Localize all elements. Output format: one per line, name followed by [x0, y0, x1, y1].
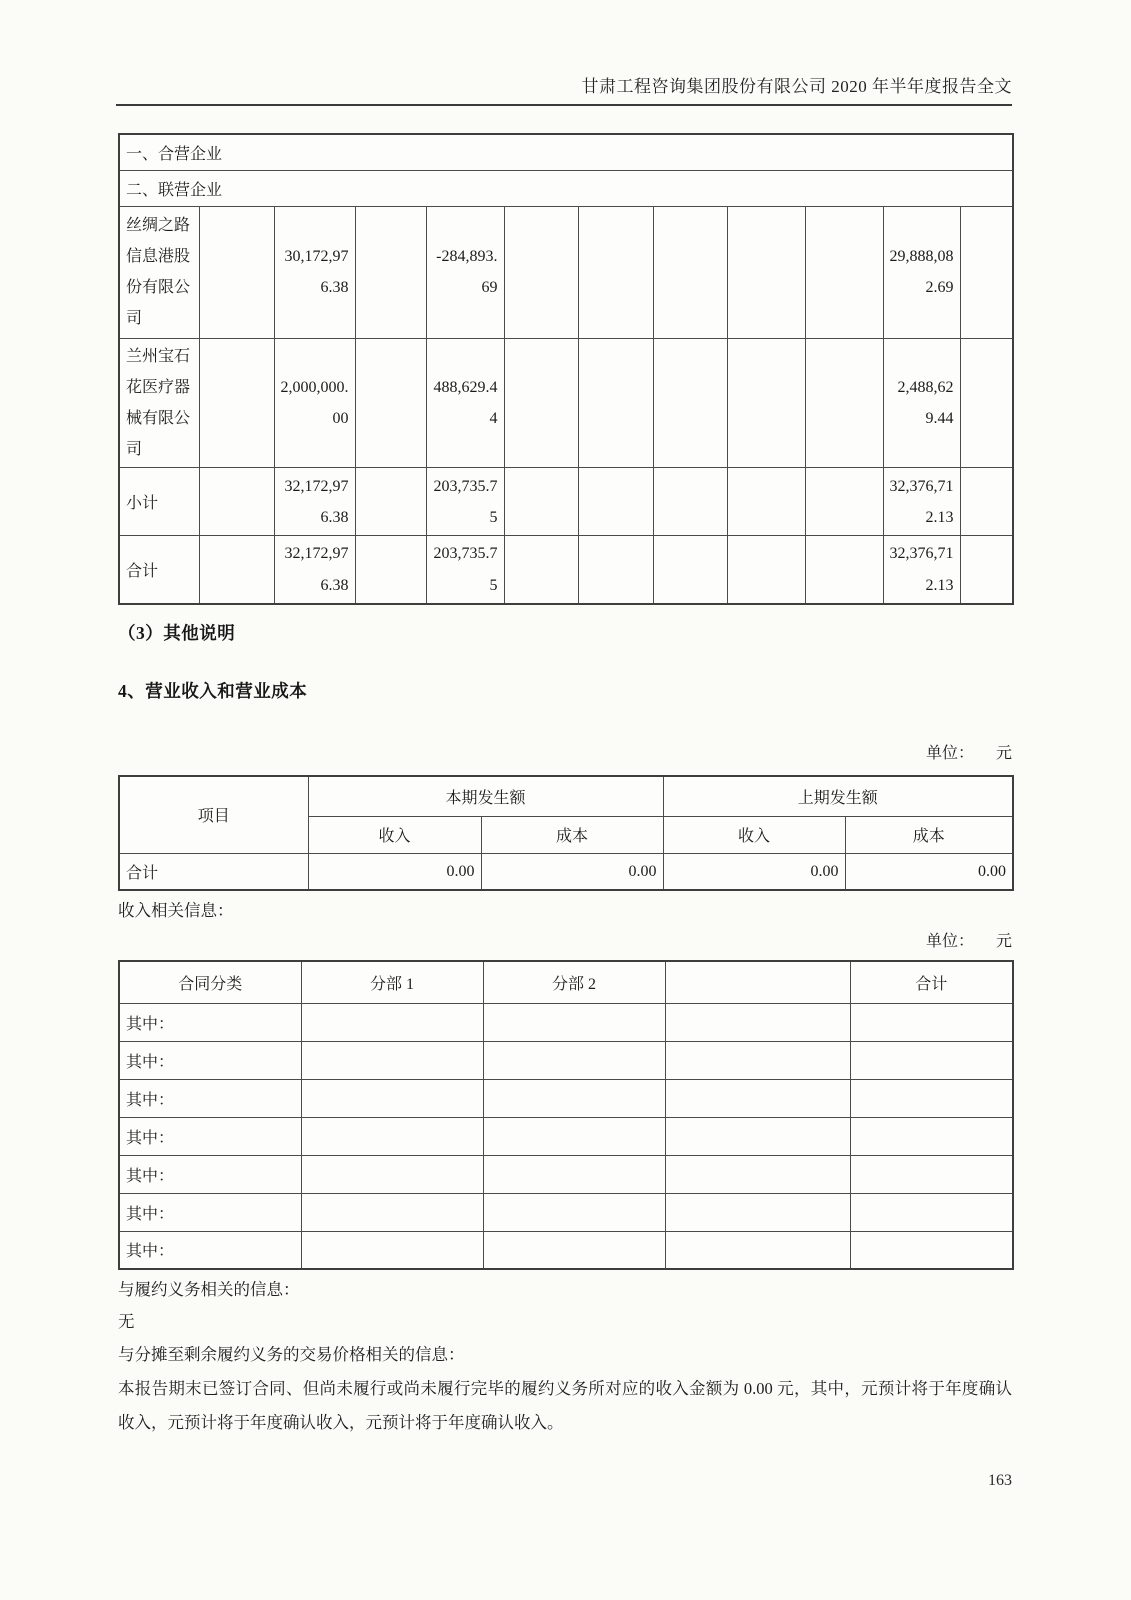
- empty-cell: [665, 1041, 850, 1079]
- empty-cell: [301, 1193, 483, 1231]
- empty-cell: [483, 1231, 665, 1269]
- empty-cell: [665, 1231, 850, 1269]
- contract-header-row: [119, 961, 1013, 1003]
- empty-cell: [850, 1003, 1013, 1041]
- unit-label: 单位：: [925, 933, 974, 950]
- value-cell: [355, 338, 426, 468]
- empty-cell: [301, 1041, 483, 1079]
- value-cell: 203,735.75: [426, 536, 504, 604]
- contract-row: [119, 1193, 1013, 1231]
- value-cell: 2,488,629.44: [883, 338, 960, 468]
- value-cell: [960, 536, 1013, 604]
- value-cell: 488,629.44: [426, 338, 504, 468]
- value-cell: [199, 338, 274, 468]
- company-name-cell: 丝绸之路信息港股份有限公司: [119, 206, 199, 338]
- empty-cell: [665, 1117, 850, 1155]
- value-cell: [578, 468, 653, 536]
- row-label-cell: 其中：: [119, 1231, 301, 1269]
- unit-value: 元: [995, 745, 1012, 762]
- company-row-lanzhou: [119, 338, 1013, 468]
- value-cell: [653, 338, 727, 468]
- value-cell: [727, 338, 805, 468]
- value-cell: 0.00: [308, 853, 481, 890]
- empty-cell: [301, 1117, 483, 1155]
- performance-obligation-label: 与履约义务相关的信息：: [118, 1280, 300, 1299]
- subtotal-row: [119, 468, 1013, 536]
- unit-line-2: [118, 928, 1012, 951]
- value-cell: [355, 468, 426, 536]
- value-cell: [960, 338, 1013, 468]
- value-cell: [578, 536, 653, 604]
- company-row-silkroad: [119, 206, 1013, 338]
- header-cell-blank: [665, 961, 850, 1003]
- value-cell: [805, 338, 883, 468]
- remaining-obligation-paragraph: 本报告期末已签订合同、但尚未履行或尚未履行完毕的履约义务所对应的收入金额为 0.00 元，其中，元预计将于年度确认收入，元预计将于年度确认收入，元预计将于年度确认收入。: [118, 1379, 1012, 1432]
- value-cell: [727, 206, 805, 338]
- value-cell: [199, 468, 274, 536]
- value-cell: [960, 206, 1013, 338]
- value-cell: [504, 536, 578, 604]
- empty-cell: [665, 1193, 850, 1231]
- header-cell-cost: 成本: [481, 816, 663, 853]
- value-cell: [504, 338, 578, 468]
- value-cell: [653, 468, 727, 536]
- total-label-cell: 合计: [119, 536, 199, 604]
- value-cell: [805, 468, 883, 536]
- value-cell: [960, 468, 1013, 536]
- contract-classification-table: [118, 960, 1014, 1270]
- unit-value: 元: [995, 933, 1012, 950]
- value-cell: [727, 536, 805, 604]
- empty-cell: [850, 1041, 1013, 1079]
- empty-cell: [665, 1079, 850, 1117]
- header-cell-current-period: 本期发生额: [308, 776, 663, 816]
- empty-cell: [850, 1231, 1013, 1269]
- header-cell-cost: 成本: [845, 816, 1013, 853]
- header-cell-segment-1: 分部 1: [301, 961, 483, 1003]
- value-cell: [727, 468, 805, 536]
- row-label-cell: 其中：: [119, 1193, 301, 1231]
- header-cell-income: 收入: [663, 816, 845, 853]
- value-cell: [578, 338, 653, 468]
- revenue-total-row: [119, 853, 1013, 890]
- row-label-cell: 其中：: [119, 1117, 301, 1155]
- value-cell: 32,172,976.38: [274, 468, 355, 536]
- company-name-cell: 兰州宝石花医疗器械有限公司: [119, 338, 199, 468]
- unit-line-1: [118, 740, 1012, 763]
- value-cell: [199, 536, 274, 604]
- empty-cell: [301, 1003, 483, 1041]
- empty-cell: [850, 1117, 1013, 1155]
- value-cell: 2,000,000.00: [274, 338, 355, 468]
- heading-other-notes: （3）其他说明: [118, 623, 236, 643]
- row-label-cell: 合计: [119, 853, 308, 890]
- contract-row: [119, 1231, 1013, 1269]
- value-cell: 0.00: [845, 853, 1013, 890]
- value-cell: 29,888,082.69: [883, 206, 960, 338]
- none-text: 无: [118, 1312, 135, 1331]
- empty-cell: [483, 1041, 665, 1079]
- value-cell: 32,172,976.38: [274, 536, 355, 604]
- header-cell-prior-period: 上期发生额: [663, 776, 1013, 816]
- subtotal-label-cell: 小计: [119, 468, 199, 536]
- empty-cell: [850, 1155, 1013, 1193]
- header-cell-contract-class: 合同分类: [119, 961, 301, 1003]
- report-title: 甘肃工程咨询集团股份有限公司 2020 年半年度报告全文: [581, 77, 1012, 96]
- value-cell: 32,376,712.13: [883, 468, 960, 536]
- group-row-label: 一、合营企业: [119, 134, 1013, 170]
- value-cell: [199, 206, 274, 338]
- header-cell-total: 合计: [850, 961, 1013, 1003]
- empty-cell: [483, 1079, 665, 1117]
- revenue-header-row-1: [119, 776, 1013, 816]
- unit-label: 单位：: [925, 745, 974, 762]
- empty-cell: [301, 1079, 483, 1117]
- header-cell-item: 项目: [119, 776, 308, 853]
- empty-cell: [850, 1079, 1013, 1117]
- contract-row: [119, 1117, 1013, 1155]
- empty-cell: [665, 1155, 850, 1193]
- value-cell: [355, 536, 426, 604]
- page-number: 163: [988, 1472, 1012, 1489]
- value-cell: [653, 536, 727, 604]
- remaining-price-label: 与分摊至剩余履约义务的交易价格相关的信息：: [118, 1345, 465, 1364]
- value-cell: [805, 536, 883, 604]
- row-label-cell: 其中：: [119, 1155, 301, 1193]
- page-header: [116, 72, 1012, 106]
- value-cell: [805, 206, 883, 338]
- empty-cell: [483, 1003, 665, 1041]
- group-row-associates: [119, 170, 1013, 206]
- group-row-label: 二、联营企业: [119, 170, 1013, 206]
- heading-revenue-cost: 4、营业收入和营业成本: [118, 681, 308, 701]
- revenue-cost-table: [118, 775, 1014, 891]
- value-cell: 32,376,712.13: [883, 536, 960, 604]
- empty-cell: [850, 1193, 1013, 1231]
- empty-cell: [483, 1117, 665, 1155]
- header-cell-segment-2: 分部 2: [483, 961, 665, 1003]
- contract-row: [119, 1079, 1013, 1117]
- value-cell: 0.00: [663, 853, 845, 890]
- associates-table: [118, 133, 1014, 605]
- row-label-cell: 其中：: [119, 1041, 301, 1079]
- contract-row: [119, 1155, 1013, 1193]
- value-cell: [504, 468, 578, 536]
- value-cell: 0.00: [481, 853, 663, 890]
- group-row-joint-ventures: [119, 134, 1013, 170]
- value-cell: [653, 206, 727, 338]
- contract-row: [119, 1003, 1013, 1041]
- value-cell: 30,172,976.38: [274, 206, 355, 338]
- empty-cell: [483, 1193, 665, 1231]
- value-cell: [504, 206, 578, 338]
- contract-row: [119, 1041, 1013, 1079]
- header-cell-income: 收入: [308, 816, 481, 853]
- income-info-label: 收入相关信息：: [118, 901, 234, 920]
- total-row: [119, 536, 1013, 604]
- value-cell: [355, 206, 426, 338]
- row-label-cell: 其中：: [119, 1003, 301, 1041]
- empty-cell: [665, 1003, 850, 1041]
- empty-cell: [301, 1155, 483, 1193]
- row-label-cell: 其中：: [119, 1079, 301, 1117]
- empty-cell: [483, 1155, 665, 1193]
- value-cell: [578, 206, 653, 338]
- value-cell: -284,893.69: [426, 206, 504, 338]
- value-cell: 203,735.75: [426, 468, 504, 536]
- empty-cell: [301, 1231, 483, 1269]
